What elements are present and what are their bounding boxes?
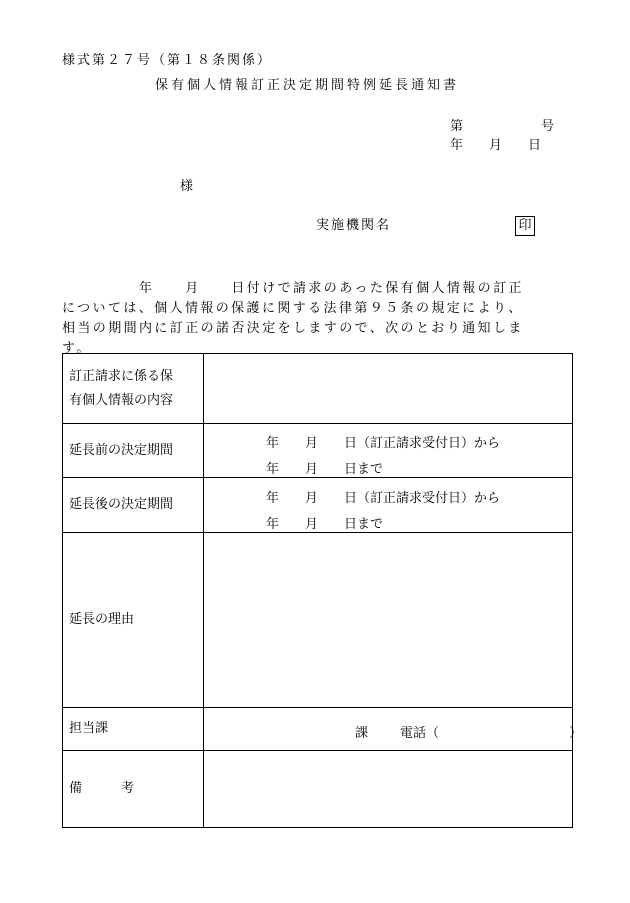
after-period-to: 年 月 日まで [266, 516, 384, 532]
table-row-remarks [63, 751, 573, 828]
reason-value-cell [204, 533, 573, 708]
notice-body [62, 279, 582, 359]
seal-box: 印 [515, 216, 535, 236]
document-date-field: 年 月 日 [450, 138, 542, 153]
dept-section-label: 課 [355, 726, 369, 741]
document-title: 保有個人情報訂正決定期間特例延長通知書 [155, 78, 460, 93]
content-label-line2: 有個人情報の内容 [69, 392, 174, 408]
table-row-after [63, 478, 573, 533]
table-row-reason [63, 533, 573, 708]
agency-name-label: 実施機関名 [316, 218, 392, 233]
after-period-from: 年 月 日（訂正請求受付日）から [266, 490, 501, 506]
table-row-dept [63, 708, 573, 751]
notice-line: す。 [62, 341, 92, 356]
content-label [63, 354, 204, 424]
after-period-label: 延長後の決定期間 [63, 478, 204, 533]
before-period-label: 延長前の決定期間 [63, 424, 204, 478]
before-period-to: 年 月 日まで [266, 462, 384, 477]
dept-value-cell [204, 708, 583, 751]
table-row-content [63, 354, 573, 424]
dept-phone-label: 電話（ ） [400, 726, 583, 741]
remarks-label: 備 考 [63, 751, 204, 828]
document-number-field: 第 号 [450, 119, 555, 134]
addressee-honorific: 様 [180, 179, 194, 194]
table-row-before [63, 424, 573, 478]
notice-line: については、個人情報の保護に関する法律第９５条の規定により、 [62, 301, 524, 316]
remarks-value-cell [204, 751, 573, 828]
notice-table [62, 353, 583, 828]
form-number: 様式第２７号（第１８条関係） [62, 53, 273, 68]
notice-line: 相当の期間内に訂正の諾否決定をしますので、次のとおり通知しま [62, 321, 524, 336]
dept-label: 担当課 [63, 708, 204, 751]
reason-label: 延長の理由 [63, 533, 204, 708]
notice-line: 年 月 日付けで請求のあった保有個人情報の訂正 [62, 281, 524, 296]
before-period-cell [204, 424, 573, 478]
content-value-cell [204, 354, 573, 424]
after-period-cell [204, 478, 573, 533]
before-period-from: 年 月 日（訂正請求受付日）から [266, 436, 501, 451]
content-label-line1: 訂正請求に係る保 [69, 368, 174, 384]
